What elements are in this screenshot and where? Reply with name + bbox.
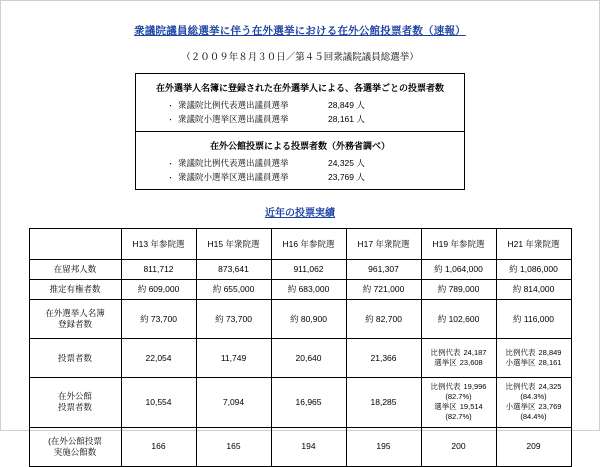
cell: 約 1,086,000 [496,260,571,280]
cell-split-h19 [421,378,496,428]
column-header-h13: H13 年参院選 [121,229,196,260]
column-header-h17: H17 年衆院選 [346,229,421,260]
summary-row-value: 28,849 人 [328,100,365,110]
table-row [29,260,571,280]
split-value: 19,996 [463,382,487,392]
summary-row [136,98,464,112]
split-line [499,382,569,392]
column-header-h19: H19 年参院選 [421,229,496,260]
summary-row-value: 24,325 人 [328,158,365,168]
cell: 195 [346,427,421,466]
cell: 約 82,700 [346,300,421,339]
split-pct-line [424,412,494,422]
row-header: 投票者数 [29,339,121,378]
split-label: 小選挙区 [505,358,536,368]
cell: 約 73,700 [196,300,271,339]
split-label: 小選挙区 [505,402,536,412]
summary-row-label: 衆議院比例代表選出議員選挙 [178,158,289,168]
split-pct-line [499,412,569,422]
cell: 7,094 [196,378,271,428]
split-line [424,382,494,392]
split-line [424,348,494,358]
split-label: 比例代表 [505,382,536,392]
table-header-row [29,229,571,260]
split-line [499,348,569,358]
cell: 約 789,000 [421,280,496,300]
cell: 約 609,000 [121,280,196,300]
split-value: 24,325 [538,382,562,392]
section-title: 近年の投票実績 [265,208,335,219]
bullet-icon: ・ [167,161,174,168]
cell: 約 73,700 [121,300,196,339]
table-row [29,427,571,466]
split-value: 23,608 [459,358,483,368]
cell: 194 [271,427,346,466]
split-line [499,402,569,412]
cell: 961,307 [346,260,421,280]
split-line [424,402,494,412]
split-line [499,358,569,368]
cell: 約 102,600 [421,300,496,339]
column-header-h21: H21 年衆院選 [496,229,571,260]
table-row [29,280,571,300]
cell: 18,285 [346,378,421,428]
summary-row-label: 衆議院小選挙区選出議員選挙 [178,114,289,124]
split-value: 24,187 [463,347,487,357]
split-pct: (84.4%) [520,412,547,422]
cell-split-h19 [421,339,496,378]
table-row [29,300,571,339]
table-row [29,378,571,428]
row-header-line2: 登録者数 [57,319,92,330]
split-label: 比例代表 [430,347,461,357]
cell: 21,366 [346,339,421,378]
cell: 209 [496,427,571,466]
cell: 約 116,000 [496,300,571,339]
split-label: 選挙区 [434,402,457,412]
column-header-h15: H15 年衆院選 [196,229,271,260]
row-header-line1: 在外選挙人名簿 [45,308,105,319]
row-header [29,427,121,466]
summary-row-label: 衆議院小選挙区選出議員選挙 [178,172,289,182]
cell: 166 [121,427,196,466]
row-header [29,378,121,428]
cell: 811,712 [121,260,196,280]
split-value: 23,769 [538,402,562,412]
summary-block-registered [136,74,464,132]
cell: 20,640 [271,339,346,378]
split-label: 比例代表 [505,347,536,357]
summary-block-embassy [136,132,464,189]
row-header-line1: (在外公館投票 [48,435,102,446]
split-pct: (84.3%) [520,392,547,402]
cell: 165 [196,427,271,466]
row-header-line2: 投票者数 [57,402,92,413]
page-title: 衆議院議員総選挙に伴う在外選挙における在外公館投票者数（速報） [134,25,466,37]
cell: 16,965 [271,378,346,428]
summary-row [136,156,464,170]
split-pct: (82.7%) [445,392,472,402]
summary-row [136,170,464,184]
cell: 約 655,000 [196,280,271,300]
cell: 約 1,064,000 [421,260,496,280]
cell-split-h21 [496,339,571,378]
cell: 約 683,000 [271,280,346,300]
summary-row [136,112,464,126]
bullet-icon: ・ [167,175,174,182]
cell: 約 80,900 [271,300,346,339]
cell: 873,641 [196,260,271,280]
cell: 200 [421,427,496,466]
split-value: 28,849 [538,347,562,357]
cell-split-h21 [496,378,571,428]
split-label: 比例代表 [430,382,461,392]
cell: 約 721,000 [346,280,421,300]
split-pct-line [424,392,494,402]
split-pct: (82.7%) [445,412,472,422]
split-line [424,358,494,368]
cell: 22,054 [121,339,196,378]
bullet-icon: ・ [167,117,174,124]
split-value: 19,514 [459,402,483,412]
cell: 911,062 [271,260,346,280]
split-value: 28,161 [538,358,562,368]
summary-heading: 在外公館投票による投票者数（外務省調べ） [209,141,390,151]
row-header-line2: 実施公館数 [53,446,97,457]
row-header: 在留邦人数 [29,260,121,280]
table-row [29,339,571,378]
cell: 10,554 [121,378,196,428]
summary-heading: 在外選挙人名簿に登録された在外選挙人による、各選挙ごとの投票者数 [155,83,444,93]
split-pct-line [499,392,569,402]
column-header-h16: H16 年参院選 [271,229,346,260]
cell: 約 814,000 [496,280,571,300]
bullet-icon: ・ [167,103,174,110]
cell: 11,749 [196,339,271,378]
row-header [29,300,121,339]
summary-row-value: 28,161 人 [328,114,365,124]
summary-row-value: 23,769 人 [328,172,365,182]
row-header-line1: 在外公館 [57,391,92,402]
row-header: 推定有権者数 [29,280,121,300]
page-subtitle: （２００９年８月３０日／第４５回衆議院議員総選挙） [181,52,419,63]
summary-row-label: 衆議院比例代表選出議員選挙 [178,100,289,110]
split-label: 選挙区 [434,358,457,368]
column-header-blank [29,229,121,260]
summary-box [135,73,465,190]
